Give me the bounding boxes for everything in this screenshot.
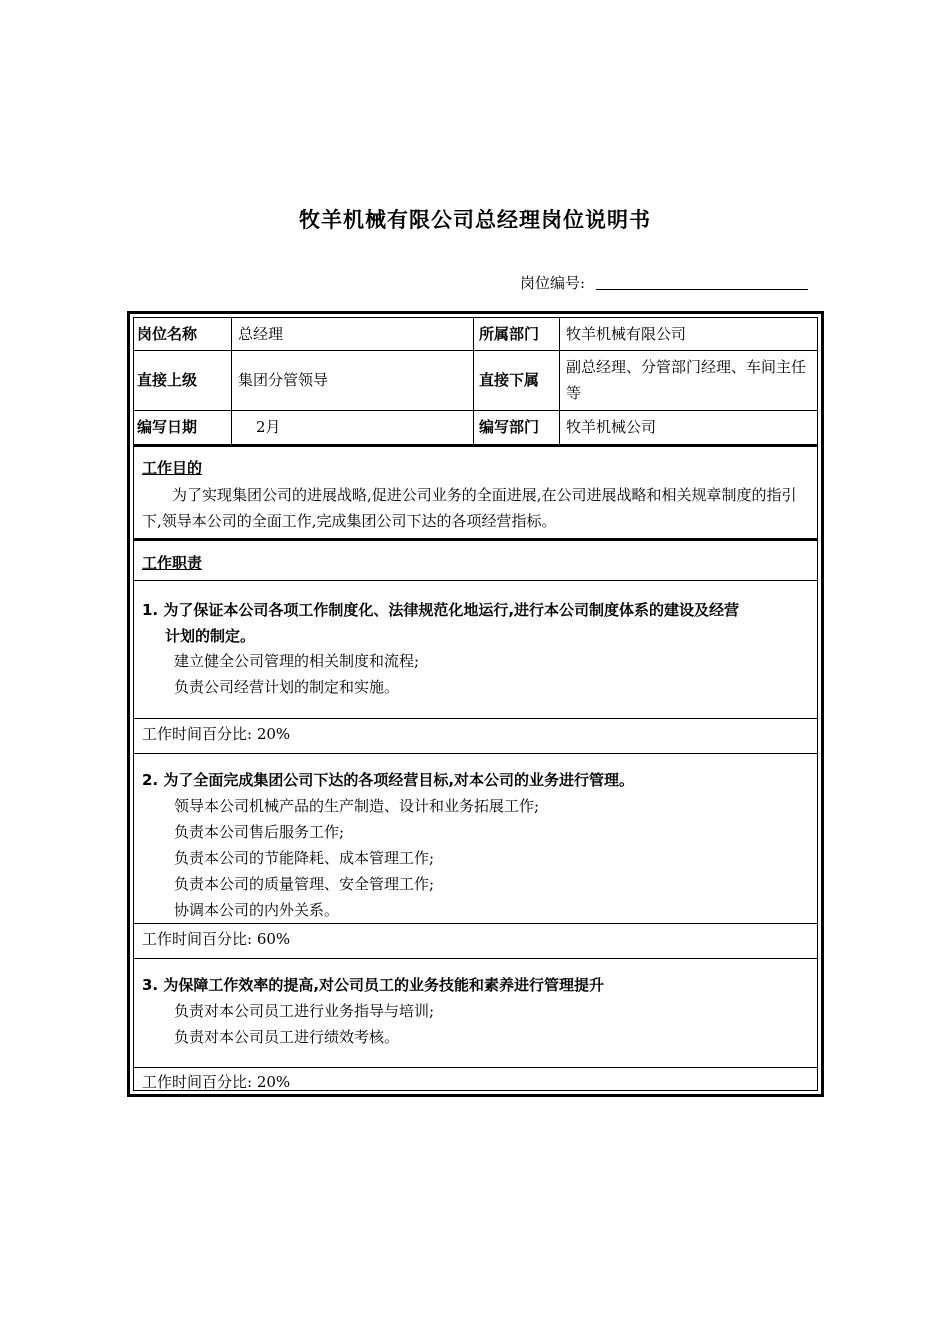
document-title: 牧羊机械有限公司总经理岗位说明书: [299, 208, 651, 232]
duty-title-1-cont: 计划的制定。: [165, 627, 256, 645]
duty-title-3: 3. 为保障工作效率的提高,对公司员工的业务技能和素养进行管理提升: [142, 976, 605, 994]
department-label: 所属部门: [479, 325, 540, 343]
position-number-blank: [596, 289, 808, 290]
job-description-table: [127, 311, 824, 1097]
time-percent-2: 工作时间百分比: 60%: [142, 930, 291, 948]
list-item: 负责本公司售后服务工作;: [174, 823, 345, 841]
list-item: 负责公司经营计划的制定和实施。: [174, 678, 400, 696]
list-item: 协调本公司的内外关系。: [174, 901, 340, 919]
subordinates-value: 副总经理、分管部门经理、车间主任等: [566, 358, 807, 402]
list-item: 负责对本公司员工进行业务指导与培训;: [174, 1002, 435, 1020]
grid-line: [134, 753, 817, 754]
list-item: 负责本公司的节能降耗、成本管理工作;: [174, 849, 435, 867]
grid-line: [134, 350, 817, 351]
grid-line: [134, 580, 817, 581]
position-name-label: 岗位名称: [137, 325, 198, 343]
duty-title-2: 2. 为了全面完成集团公司下达的各项经营目标,对本公司的业务进行管理。: [142, 771, 635, 789]
purpose-text: 为了实现集团公司的进展战略,促进公司业务的全面进展,在公司进展战略和相关规章制度的指引下,领导本公司的全面工作,完成集团公司下达的各项经营指标。: [142, 486, 797, 530]
write-department-label: 编写部门: [479, 418, 540, 436]
list-item: 建立健全公司管理的相关制度和流程;: [174, 652, 420, 670]
grid-line: [134, 538, 817, 541]
grid-line: [473, 318, 474, 444]
time-percent-3: 工作时间百分比: 20%: [142, 1073, 291, 1091]
list-item: 负责本公司的质量管理、安全管理工作;: [174, 875, 435, 893]
supervisor-value: 集团分管领导: [238, 371, 329, 389]
list-item: 领导本公司机械产品的生产制造、设计和业务拓展工作;: [174, 797, 540, 815]
duty-title-1: 1. 为了保证本公司各项工作制度化、法律规范化地运行,进行本公司制度体系的建设及经营: [142, 601, 740, 619]
grid-line: [134, 410, 817, 411]
purpose-heading: 工作目的: [142, 459, 203, 477]
grid-line: [559, 318, 560, 444]
write-date-label: 编写日期: [137, 418, 198, 436]
duties-heading: 工作职责: [142, 554, 203, 572]
grid-line: [134, 718, 817, 719]
grid-line: [231, 318, 232, 444]
grid-line: [134, 923, 817, 924]
write-department-value: 牧羊机械公司: [566, 418, 657, 436]
grid-line: [134, 444, 817, 447]
write-date-value: 2月: [256, 418, 281, 436]
list-item: 负责对本公司员工进行绩效考核。: [174, 1028, 400, 1046]
subordinates-label: 直接下属: [479, 371, 540, 389]
grid-line: [134, 958, 817, 959]
supervisor-label: 直接上级: [137, 371, 198, 389]
grid-line: [134, 1067, 817, 1068]
department-value: 牧羊机械有限公司: [566, 325, 687, 343]
position-number-label: 岗位编号:: [520, 274, 586, 292]
time-percent-1: 工作时间百分比: 20%: [142, 725, 291, 743]
position-name-value: 总经理: [238, 325, 284, 343]
